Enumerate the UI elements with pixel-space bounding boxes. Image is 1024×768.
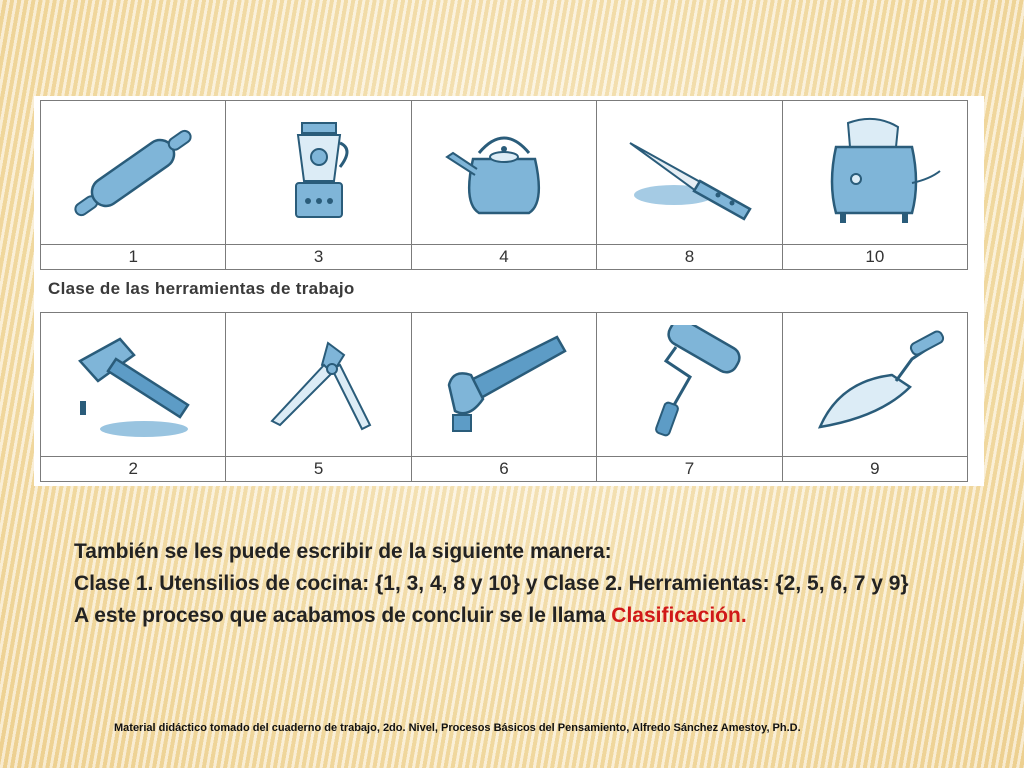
body-text <box>74 540 1014 636</box>
cell-9 <box>783 313 967 456</box>
item-number: 1 <box>41 245 226 269</box>
item-number: 3 <box>226 245 411 269</box>
cell-1 <box>41 101 226 244</box>
toaster-icon <box>800 113 950 233</box>
item-number: 10 <box>865 247 885 266</box>
knife-icon <box>614 113 764 233</box>
kettle-icon <box>429 113 579 233</box>
cell-5 <box>226 313 411 456</box>
tools-classification-figure <box>34 96 984 486</box>
item-number: 8 <box>597 245 782 269</box>
hammer-icon <box>58 325 208 445</box>
cell-7 <box>597 313 782 456</box>
paint-roller-icon <box>614 325 764 445</box>
text-line-2: Clase 1. Utensilios de cocina: {1, 3, 4, 8 y 10} y Clase 2. Herramientas: {2, 5, 6, 7 y 9} <box>74 572 909 595</box>
section-label: Clase de las herramientas de trabajo <box>48 279 355 298</box>
rolling-pin-icon <box>58 113 208 233</box>
work-tools-row <box>40 312 968 482</box>
trowel-icon <box>800 325 950 445</box>
item-number: 7 <box>597 457 782 481</box>
cell-6 <box>412 313 597 456</box>
wrench-icon <box>429 325 579 445</box>
cell-8 <box>597 101 782 244</box>
item-number: 6 <box>412 457 597 481</box>
cell-2 <box>41 313 226 456</box>
kitchen-utensils-row <box>40 100 968 270</box>
text-line-3-prefix: A este proceso que acabamos de concluir se le llama <box>74 604 612 627</box>
text-line-1: También se les puede escribir de la siguiente manera: <box>74 540 612 563</box>
pliers-icon <box>244 325 394 445</box>
item-number: 9 <box>870 459 880 478</box>
blender-icon <box>244 113 394 233</box>
highlight-term: Clasificación. <box>611 604 747 627</box>
cell-4 <box>412 101 597 244</box>
text-line-3 <box>74 604 1014 628</box>
cell-3 <box>226 101 411 244</box>
source-footer: Material didáctico tomado del cuaderno de trabajo, 2do. Nivel, Procesos Básicos del Pensamiento, Alfredo Sánchez Amestoy, Ph.D. <box>114 722 801 734</box>
item-number: 4 <box>412 245 597 269</box>
cell-10 <box>783 101 967 244</box>
item-number: 2 <box>41 457 226 481</box>
item-number: 5 <box>226 457 411 481</box>
